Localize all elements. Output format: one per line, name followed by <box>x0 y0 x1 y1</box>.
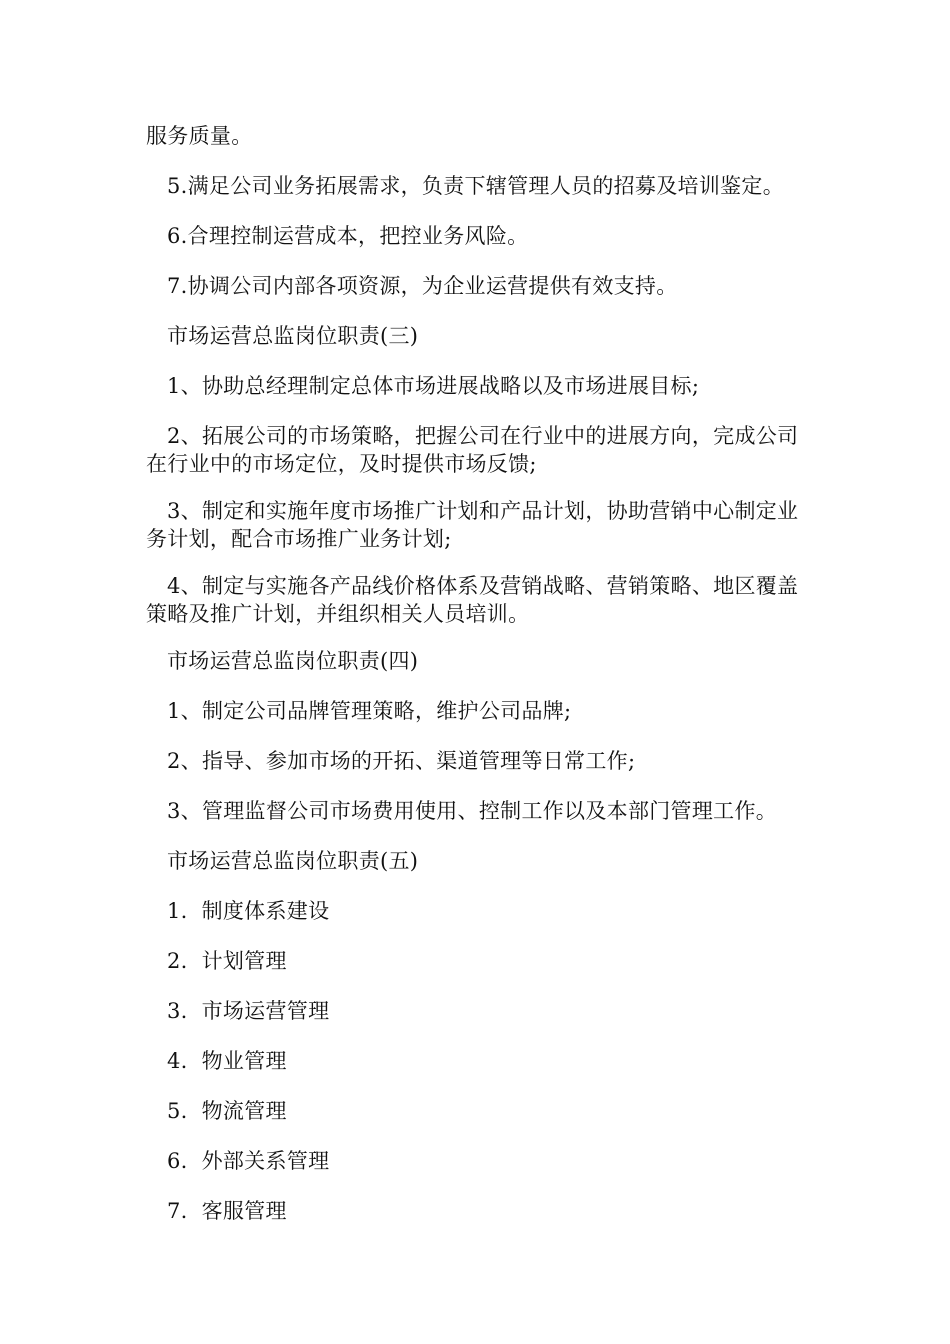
duty-5-item-3: 3. 市场运营管理 <box>167 999 330 1023</box>
list-item-5: 5.满足公司业务拓展需求，负责下辖管理人员的招募及培训鉴定。 <box>167 174 785 198</box>
duty-4-item-3: 3、管理监督公司市场费用使用、控制工作以及本部门管理工作。 <box>167 799 778 823</box>
duty-5-item-1: 1. 制度体系建设 <box>167 899 330 923</box>
duty-4-item-2: 2、指导、参加市场的开拓、渠道管理等日常工作; <box>167 749 636 773</box>
section-heading-4: 市场运营总监岗位职责(四) <box>167 649 419 673</box>
duty-5-item-6: 6. 外部关系管理 <box>167 1149 330 1173</box>
section-heading-3: 市场运营总监岗位职责(三) <box>167 324 419 348</box>
list-item-6: 6.合理控制运营成本，把控业务风险。 <box>167 224 529 248</box>
duty-3-item-3: 3、制定和实施年度市场推广计划和产品计划，协助营销中心制定业务计划，配合市场推广业务计划; <box>146 499 799 551</box>
paragraph-continuation: 服务质量。 <box>146 124 253 148</box>
duty-3-item-4: 4、制定与实施各产品线价格体系及营销战略、营销策略、地区覆盖策略及推广计划，并组织相关人员培训。 <box>146 574 799 626</box>
section-heading-5: 市场运营总监岗位职责(五) <box>167 849 419 873</box>
duty-4-item-1: 1、制定公司品牌管理策略，维护公司品牌; <box>167 699 572 723</box>
duty-3-item-2: 2、拓展公司的市场策略，把握公司在行业中的进展方向，完成公司在行业中的市场定位，及时提供市场反馈; <box>146 424 799 476</box>
duty-5-item-4: 4. 物业管理 <box>167 1049 287 1073</box>
duty-5-item-7: 7. 客服管理 <box>167 1199 287 1223</box>
list-item-7: 7.协调公司内部各项资源，为企业运营提供有效支持。 <box>167 274 678 298</box>
duty-3-item-1: 1、协助总经理制定总体市场进展战略以及市场进展目标; <box>167 374 700 398</box>
duty-5-item-2: 2. 计划管理 <box>167 949 287 973</box>
duty-5-item-5: 5. 物流管理 <box>167 1099 287 1123</box>
